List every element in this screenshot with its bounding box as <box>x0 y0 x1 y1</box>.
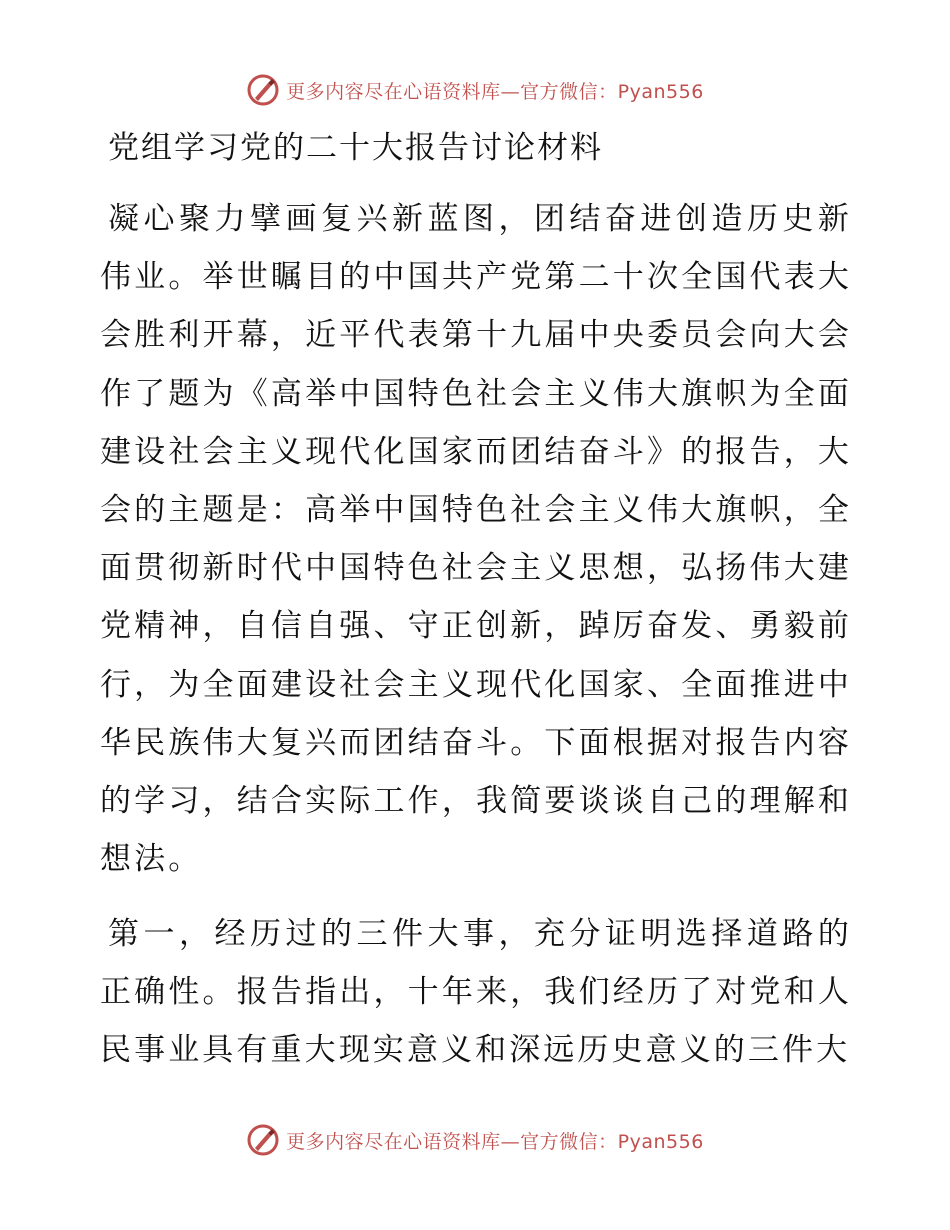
pen-logo-icon <box>246 73 280 107</box>
body-paragraph-first-point: 第一，经历过的三件大事，充分证明选择道路的正确性。报告指出，十年来，我们经历了对党和人民事业具有重大现实意义和深远历史意义的三件大 <box>100 916 852 1069</box>
document-title: 党组学习党的二十大报告讨论材料 <box>108 130 603 166</box>
wechat-id: Pyan556 <box>617 80 704 103</box>
pen-logo-icon <box>246 1123 280 1157</box>
banner-text: 更多内容尽在心语资料库—官方微信：Pyan556 <box>286 1130 704 1153</box>
header-watermark <box>0 70 950 110</box>
footer-watermark <box>0 1120 950 1160</box>
body-paragraph-intro: 凝心聚力擘画复兴新蓝图，团结奋进创造历史新伟业。举世瞩目的中国共产党第二十次全国代表大会胜利开幕，近平代表第十九届中央委员会向大会作了题为《高举中国特色社会主义伟大旗帜为全面建设社会主义现代化国家而团结奋斗》的报告，大会的主题是：高举中国特色社会主义伟大旗帜，全面贯彻新时代中国特色社会主义思想，弘扬伟大建党精神，自信自强、守正创新，踔厉奋发、勇毅前行，为全面建设社会主义现代化国家、全面推进中华民族伟大复兴而团结奋斗。下面根据对报告内容的学习，结合实际工作，我简要谈谈自己的理解和想法。 <box>100 201 852 878</box>
wechat-id: Pyan556 <box>617 1130 704 1153</box>
banner-text: 更多内容尽在心语资料库—官方微信：Pyan556 <box>286 80 704 103</box>
